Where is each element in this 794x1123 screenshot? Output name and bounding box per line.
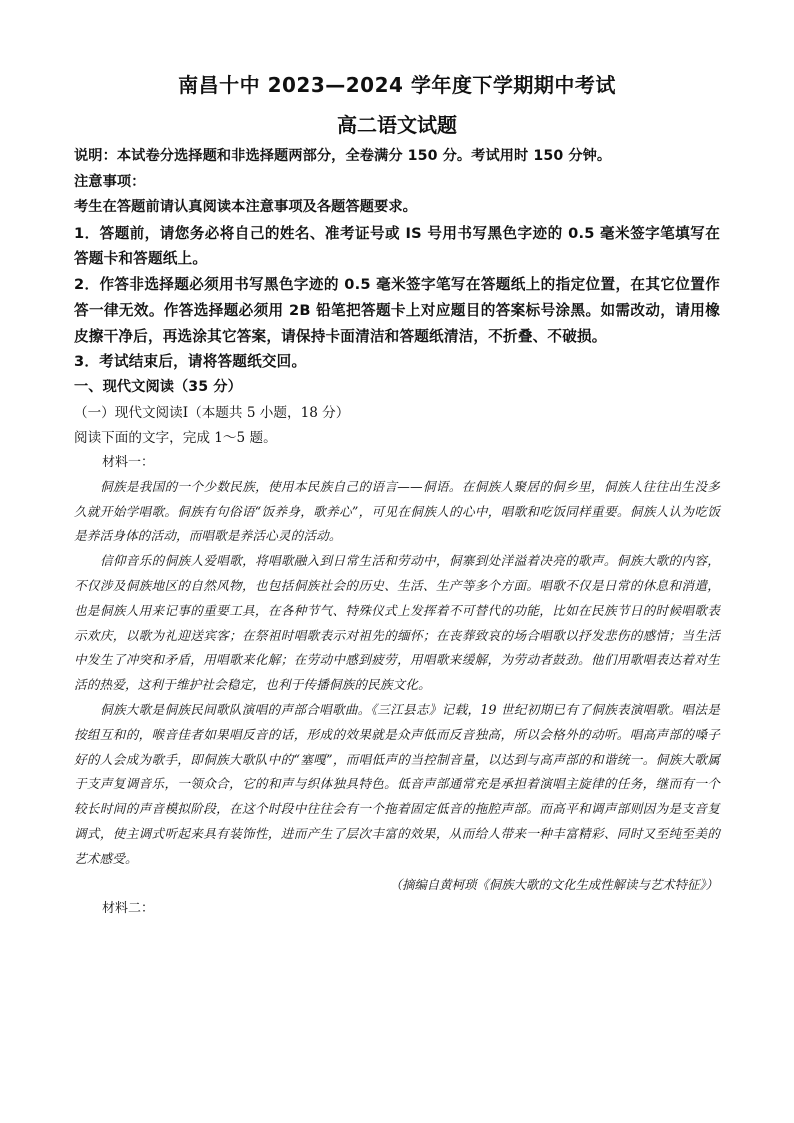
material-paragraph-1: 侗族是我国的一个少数民族，使用本民族自己的语言——侗语。在侗族人聚居的侗乡里，侗族人往往出生没多久就开始学唱歌。侗族有句俗语“饭养身，歌养心”，可见在侗族人的心中，唱歌和吃饭同样重要。侗族人认为吃饭是养活身体的活动，而唱歌是养活心灵的活动。 (74, 478, 720, 544)
notice-item-2: 2．作答非选择题必须用书写黑色字迹的 0.5 毫米签字笔写在答题纸上的指定位置，在其它位置作答一律无效。作答选择题必须用 2B 铅笔把答题卡上对应题目的答案标号涂黑。如需改动，请用橡皮擦干净后，再选涂其它答案，请保持卡面清洁和答题纸清洁，不折叠、不破损。 (74, 276, 720, 345)
notice-intro: 考生在答题前请认真阅读本注意事项及各题答题要求。 (74, 199, 417, 215)
material-paragraph-3: 侗族大歌是侗族民间歌队演唱的声部合唱歌曲。《三江县志》记载，19 世纪初期已有了侗族表演唱歌。唱法是按组互和的，喉音佳者如果唱反音的话，形成的效果就是众声低而反音独高，所以会格外的动听。唱高声部的嗓子好的人会成为歌手，即侗族大歌队中的“塞嘎”，而唱低声的当控制音量，以达到与高声部的和谐统一。侗族大歌属于支声复调音乐，一领众合，它的和声与织体独具特色。低音声部通常充是承担着演唱主旋律的任务，继而有一个较长时间的声音模拟阶段，在这个时段中往往会有一个拖着固定低音的拖腔声部。而高平和调声部则因为是支音复调式，使主调式听起来具有装饰性，进而产生了层次丰富的效果，从而给人带来一种丰富精彩、同时又至纯至美的艺术感受。 (74, 701, 720, 866)
notice-item-1: 1．答题前，请您务必将自己的姓名、准考证号或 IS 号用书写黑色字迹的 0.5 毫米签字笔填写在答题卡和答题纸上。 (74, 224, 720, 268)
exam-page (74, 66, 720, 921)
notice-heading: 注意事项： (74, 173, 146, 190)
exam-note: 说明：本试卷分选择题和非选择题两部分，全卷满分 150 分。考试用时 150 分钟。 (74, 148, 612, 164)
notice-item-3: 3．考试结束后，请将答题纸交回。 (74, 353, 307, 371)
material-2-label: 材料二： (102, 900, 155, 916)
section-sub-heading: （一）现代文阅读Ⅰ（本题共 5 小题，18 分） (74, 404, 350, 421)
reading-prompt: 阅读下面的文字，完成 1～5 题。 (74, 429, 277, 446)
material-paragraph-2: 信仰音乐的侗族人爱唱歌，将唱歌融入到日常生活和劳动中，侗寨到处洋溢着决亮的歌声。侗族大歌的内容，不仅涉及侗族地区的自然风物，也包括侗族社会的历史、生活、生产等多个方面。唱歌不仅是日常的休息和消遣，也是侗族人用来记事的重要工具，在各种节气、特殊仪式上发挥着不可替代的功能，比如在民族节日的时候唱歌表示欢庆，以歌为礼迎送宾客；在祭祖时唱歌表示对祖先的缅怀；在丧葬致哀的场合唱歌以抒发悲伤的感情；当生活中发生了冲突和矛盾，用唱歌来化解；在劳动中感到疲劳，用唱歌来缓解，为劳动者鼓劲。他们用歌唱表达着对生活的热爱，这利于维护社会稳定，也利于传播侗族的民族文化。 (74, 553, 720, 693)
material-1-label: 材料一： (102, 454, 155, 470)
material-source: （摘编自黄柯琐《侗族大歌的文化生成性解读与艺术特征》） (389, 876, 718, 892)
exam-title: 南昌十中 2023—2024 学年度下学期期中考试 (178, 73, 616, 97)
exam-subtitle: 高二语文试题 (337, 113, 457, 137)
section-heading: 一、现代文阅读（35 分） (74, 379, 242, 396)
